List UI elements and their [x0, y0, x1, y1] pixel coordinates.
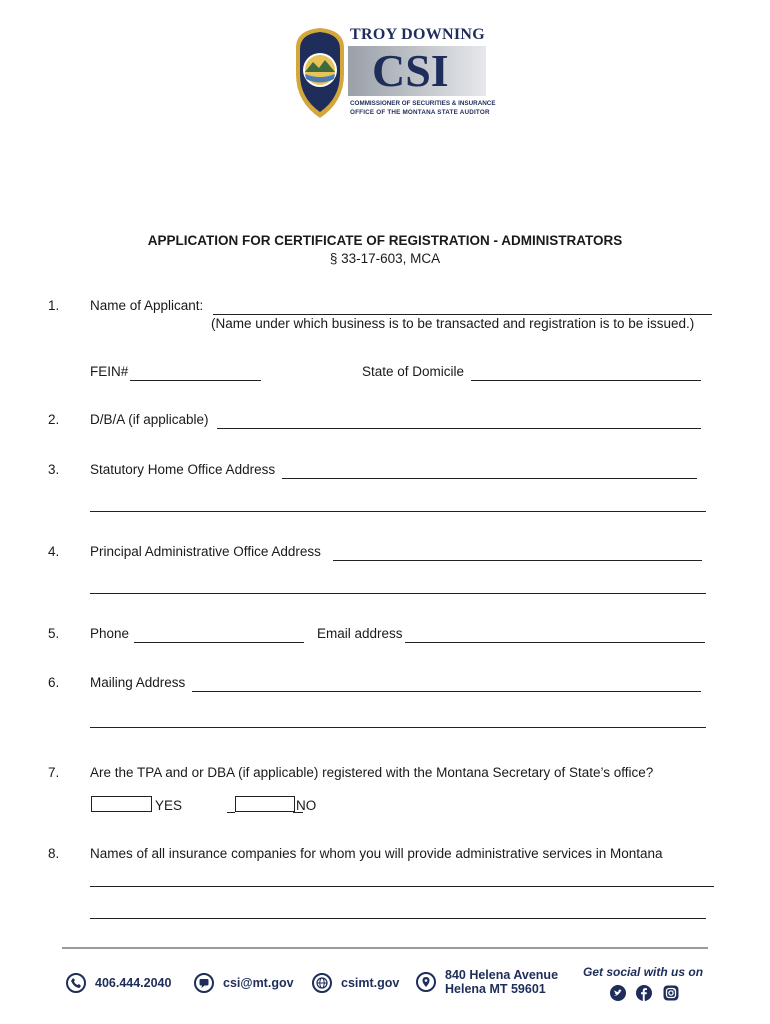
logo-name: TROY DOWNING [350, 26, 486, 43]
insurance-companies-field-1[interactable] [90, 886, 714, 887]
facebook-icon[interactable] [636, 985, 652, 1001]
map-pin-icon [416, 972, 436, 992]
fein-field[interactable] [130, 380, 261, 381]
phone-field[interactable] [134, 642, 304, 643]
principal-address-field[interactable] [333, 560, 702, 561]
phone-label: Phone [90, 626, 130, 641]
applicant-name-note: (Name under which business is to be transacted and registration is to be issued.) [211, 316, 695, 331]
footer-phone[interactable] [66, 973, 171, 993]
domicile-field[interactable] [471, 380, 701, 381]
item-number-4: 4. [48, 544, 60, 559]
footer-website[interactable] [312, 973, 399, 993]
twitter-icon[interactable] [610, 985, 626, 1001]
fein-label: FEIN# [90, 364, 129, 379]
footer-website-text: csimt.gov [341, 976, 400, 990]
applicant-name-label: Name of Applicant: [90, 298, 204, 313]
item-number-1: 1. [48, 298, 60, 313]
dba-field[interactable] [217, 428, 701, 429]
logo-line1: COMMISSIONER OF SECURITIES & INSURANCE [350, 100, 496, 107]
no-checkbox[interactable] [235, 796, 295, 812]
principal-address-label: Principal Administrative Office Address [90, 544, 321, 559]
social-label: Get social with us on [583, 965, 704, 979]
yes-label: YES [155, 798, 183, 813]
item-number-2b: 2. [48, 412, 60, 427]
footer-email-text: csi@mt.gov [223, 976, 294, 990]
logo-line2: OFFICE OF THE MONTANA STATE AUDITOR [350, 109, 490, 116]
footer-email[interactable] [194, 973, 294, 993]
logo-acronym: CSI [372, 45, 449, 96]
item-number-3: 3. [48, 462, 60, 477]
yes-checkbox[interactable] [91, 796, 152, 812]
principal-address-field-2[interactable] [90, 593, 706, 594]
domicile-label: State of Domicile [362, 364, 465, 379]
item-number-6: 6. [48, 675, 60, 690]
mailing-address-field-2[interactable] [90, 727, 706, 728]
footer-divider [62, 947, 708, 949]
applicant-name-field[interactable] [213, 314, 712, 315]
item-number-8: 8. [48, 846, 60, 861]
dba-label: D/B/A (if applicable) [90, 412, 209, 427]
statutory-address-field[interactable] [282, 478, 697, 479]
footer-address-line2: Helena MT 59601 [445, 982, 546, 996]
phone-icon [66, 973, 86, 993]
insurance-companies-field-2[interactable] [90, 918, 706, 919]
mailing-address-label: Mailing Address [90, 675, 186, 690]
chat-icon [194, 973, 214, 993]
statutory-address-label: Statutory Home Office Address [90, 462, 276, 477]
form-subtitle: § 33-17-603, MCA [329, 251, 441, 266]
item-number-7: 7. [48, 765, 60, 780]
email-field[interactable] [405, 642, 705, 643]
footer-address [416, 968, 558, 996]
no-label: NO [296, 798, 317, 813]
no-underline [227, 812, 235, 813]
footer-address-line1: 840 Helena Avenue [445, 968, 559, 982]
sos-question-label: Are the TPA and or DBA (if applicable) registered with the Montana Secretary of State’s office? [90, 765, 654, 780]
footer-phone-text: 406.444.2040 [95, 976, 172, 990]
no-underline-2 [293, 812, 303, 813]
globe-icon [312, 973, 332, 993]
csi-logo [294, 24, 496, 120]
form-title: APPLICATION FOR CERTIFICATE OF REGISTRATION - ADMINISTRATORS [147, 233, 623, 248]
item-number-5: 5. [48, 626, 60, 641]
instagram-icon[interactable] [663, 985, 679, 1001]
email-label: Email address [317, 626, 403, 641]
mailing-address-field[interactable] [192, 691, 701, 692]
statutory-address-field-2[interactable] [90, 511, 706, 512]
insurance-companies-label: Names of all insurance companies for whom you will provide administrative services in Montana [90, 846, 663, 861]
